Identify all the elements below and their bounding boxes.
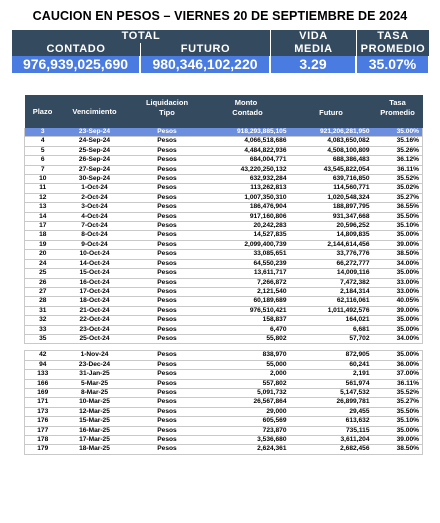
cell-plazo: 25 — [25, 269, 61, 278]
cell-contado: 917,160,806 — [206, 212, 290, 221]
cell-tipo: Pesos — [129, 146, 206, 155]
cell-futuro: 688,386,483 — [290, 156, 373, 165]
cell-futuro: 66,272,777 — [290, 259, 373, 268]
cell-tasa: 38.50% — [373, 250, 423, 259]
cell-futuro: 14,009,116 — [290, 269, 373, 278]
cell-contado: 632,932,284 — [206, 175, 290, 184]
cell-tipo: Pesos — [129, 445, 206, 454]
table-row — [25, 334, 423, 343]
cell-tasa: 36.11% — [373, 379, 423, 388]
cell-contado: 43,220,250,132 — [206, 165, 290, 174]
cell-tasa: 35.26% — [373, 146, 423, 155]
cell-contado: 4,484,822,936 — [206, 146, 290, 155]
cell-plazo: 171 — [25, 398, 61, 407]
header-tasa-promedio — [373, 95, 423, 128]
cell-vencimiento: 10-Oct-24 — [61, 250, 129, 259]
cell-vencimiento: 18-Mar-25 — [61, 445, 129, 454]
table-row — [25, 250, 423, 259]
cell-tipo: Pesos — [129, 287, 206, 296]
cell-vencimiento: 12-Mar-25 — [61, 407, 129, 416]
cell-plazo: 94 — [25, 360, 61, 369]
cell-tasa: 35.00% — [373, 269, 423, 278]
cell-futuro: 5,147,532 — [290, 388, 373, 397]
cell-plazo: 4 — [25, 137, 61, 146]
cell-vencimiento: 15-Mar-25 — [61, 417, 129, 426]
table-row — [25, 193, 423, 202]
cell-plazo: 18 — [25, 231, 61, 240]
cell-tasa: 35.52% — [373, 175, 423, 184]
cell-contado: 186,476,904 — [206, 203, 290, 212]
cell-contado: 13,611,717 — [206, 269, 290, 278]
cell-tipo: Pesos — [129, 203, 206, 212]
cell-contado: 684,004,771 — [206, 156, 290, 165]
cell-tasa: 39.00% — [373, 436, 423, 445]
header-tasa: Tasa — [389, 98, 406, 107]
cell-contado: 918,293,885,105 — [206, 128, 290, 137]
cell-contado: 14,527,835 — [206, 231, 290, 240]
cell-vencimiento: 30-Sep-24 — [61, 175, 129, 184]
cell-plazo: 169 — [25, 388, 61, 397]
cell-plazo: 27 — [25, 287, 61, 296]
cell-contado: 5,091,732 — [206, 388, 290, 397]
cell-futuro: 872,905 — [290, 351, 373, 360]
cell-contado: 4,066,518,686 — [206, 137, 290, 146]
cell-contado: 2,121,540 — [206, 287, 290, 296]
cell-vencimiento: 3-Oct-24 — [61, 203, 129, 212]
summary-tasa-label: TASA — [357, 30, 430, 43]
cell-contado: 1,007,350,310 — [206, 193, 290, 202]
cell-futuro: 4,083,650,082 — [290, 137, 373, 146]
cell-contado: 2,000 — [206, 370, 290, 379]
cell-futuro: 3,611,204 — [290, 436, 373, 445]
cell-vencimiento: 8-Oct-24 — [61, 231, 129, 240]
cell-vencimiento: 1-Nov-24 — [61, 351, 129, 360]
cell-plazo: 20 — [25, 250, 61, 259]
table-row — [25, 297, 423, 306]
cell-vencimiento: 27-Sep-24 — [61, 165, 129, 174]
cell-tipo: Pesos — [129, 137, 206, 146]
cell-contado: 7,266,872 — [206, 278, 290, 287]
cell-plazo: 26 — [25, 278, 61, 287]
cell-plazo: 42 — [25, 351, 61, 360]
cell-tasa: 35.52% — [373, 388, 423, 397]
table-row — [25, 379, 423, 388]
table-row — [25, 426, 423, 435]
cell-tasa: 35.00% — [373, 426, 423, 435]
cell-plazo: 11 — [25, 184, 61, 193]
table-row — [25, 388, 423, 397]
cell-plazo: 32 — [25, 316, 61, 325]
cell-tasa: 38.50% — [373, 445, 423, 454]
cell-vencimiento: 23-Sep-24 — [61, 128, 129, 137]
header-contado-label: Contado — [232, 108, 263, 117]
cell-plazo: 178 — [25, 436, 61, 445]
cell-tasa: 33.00% — [373, 278, 423, 287]
cell-futuro: 2,191 — [290, 370, 373, 379]
cell-futuro: 43,545,822,054 — [290, 165, 373, 174]
cell-tasa: 36.55% — [373, 203, 423, 212]
cell-vencimiento: 8-Mar-25 — [61, 388, 129, 397]
cell-tipo: Pesos — [129, 250, 206, 259]
table-row — [25, 445, 423, 454]
cell-contado: 158,837 — [206, 316, 290, 325]
summary-contado-value: 976,939,025,690 — [12, 56, 141, 73]
table-section-separator — [25, 344, 423, 351]
table-row — [25, 240, 423, 249]
cell-contado: 976,510,421 — [206, 306, 290, 315]
cell-futuro: 2,144,614,456 — [290, 240, 373, 249]
header-monto: Monto — [234, 98, 258, 107]
cell-futuro: 613,632 — [290, 417, 373, 426]
cell-contado: 2,624,361 — [206, 445, 290, 454]
table-row — [25, 137, 423, 146]
summary-header-row-1 — [12, 30, 430, 43]
separator-cell — [25, 344, 61, 351]
cell-vencimiento: 31-Jan-25 — [61, 370, 129, 379]
header-futuro-label: Futuro — [319, 108, 343, 117]
table-row — [25, 259, 423, 268]
cell-tipo: Pesos — [129, 379, 206, 388]
table-row — [25, 146, 423, 155]
cell-tasa: 35.16% — [373, 137, 423, 146]
cell-futuro: 20,596,252 — [290, 222, 373, 231]
cell-tipo: Pesos — [129, 156, 206, 165]
cell-plazo: 173 — [25, 407, 61, 416]
summary-futuro-value: 980,346,102,220 — [141, 56, 271, 73]
cell-plazo: 5 — [25, 146, 61, 155]
cell-tipo: Pesos — [129, 184, 206, 193]
cell-vencimiento: 5-Mar-25 — [61, 379, 129, 388]
cell-futuro: 4,508,100,809 — [290, 146, 373, 155]
table-row — [25, 156, 423, 165]
cell-tasa: 35.50% — [373, 212, 423, 221]
cell-tasa: 35.50% — [373, 407, 423, 416]
cell-contado: 55,802 — [206, 334, 290, 343]
cell-futuro: 2,682,456 — [290, 445, 373, 454]
cell-plazo: 12 — [25, 193, 61, 202]
cell-tasa: 33.00% — [373, 287, 423, 296]
cell-contado: 6,470 — [206, 325, 290, 334]
cell-vencimiento: 23-Oct-24 — [61, 325, 129, 334]
table-row — [25, 222, 423, 231]
cell-contado: 29,000 — [206, 407, 290, 416]
summary-vida-label: VIDA — [271, 30, 357, 43]
cell-tasa: 35.27% — [373, 193, 423, 202]
cell-contado: 26,567,864 — [206, 398, 290, 407]
cell-contado: 113,262,813 — [206, 184, 290, 193]
cell-futuro: 188,897,795 — [290, 203, 373, 212]
cell-vencimiento: 21-Oct-24 — [61, 306, 129, 315]
header-plazo: Plazo — [25, 95, 61, 128]
cell-tipo: Pesos — [129, 417, 206, 426]
summary-futuro-label: FUTURO — [141, 43, 271, 56]
cell-vencimiento: 17-Oct-24 — [61, 287, 129, 296]
page-title: CAUCION EN PESOS – VIERNES 20 DE SEPTIEMBRE DE 2024 — [32, 9, 408, 23]
separator-cell — [290, 344, 373, 351]
cell-contado: 2,099,400,739 — [206, 240, 290, 249]
cell-tipo: Pesos — [129, 175, 206, 184]
cell-tasa: 34.00% — [373, 259, 423, 268]
cell-vencimiento: 25-Oct-24 — [61, 334, 129, 343]
cell-plazo: 177 — [25, 426, 61, 435]
table-row — [25, 360, 423, 369]
cell-tipo: Pesos — [129, 316, 206, 325]
cell-vencimiento: 15-Oct-24 — [61, 269, 129, 278]
table-row — [25, 417, 423, 426]
cell-tasa: 36.00% — [373, 360, 423, 369]
cell-vencimiento: 16-Oct-24 — [61, 278, 129, 287]
cell-plazo: 35 — [25, 334, 61, 343]
cell-futuro: 735,115 — [290, 426, 373, 435]
cell-tasa: 39.00% — [373, 240, 423, 249]
cell-futuro: 60,241 — [290, 360, 373, 369]
table-header-row — [25, 95, 423, 128]
cell-vencimiento: 2-Oct-24 — [61, 193, 129, 202]
summary-total-label: TOTAL — [12, 30, 271, 43]
cell-plazo: 13 — [25, 203, 61, 212]
cell-vencimiento: 1-Oct-24 — [61, 184, 129, 193]
summary-panel — [12, 30, 430, 73]
cell-futuro: 57,702 — [290, 334, 373, 343]
cell-contado: 3,536,680 — [206, 436, 290, 445]
cell-contado: 723,870 — [206, 426, 290, 435]
cell-plazo: 179 — [25, 445, 61, 454]
cell-tipo: Pesos — [129, 306, 206, 315]
table-row — [25, 306, 423, 315]
caucion-table — [24, 95, 423, 455]
cell-tasa: 35.00% — [373, 325, 423, 334]
cell-tasa: 39.00% — [373, 306, 423, 315]
cell-tasa: 35.10% — [373, 222, 423, 231]
table-row — [25, 184, 423, 193]
cell-plazo: 3 — [25, 128, 61, 137]
table-row — [25, 287, 423, 296]
header-vencimiento: Vencimiento — [61, 95, 129, 128]
cell-futuro: 639,716,850 — [290, 175, 373, 184]
cell-plazo: 28 — [25, 297, 61, 306]
table-row-highlighted — [25, 128, 423, 137]
cell-futuro: 62,116,061 — [290, 297, 373, 306]
cell-futuro: 1,020,548,324 — [290, 193, 373, 202]
cell-plazo: 166 — [25, 379, 61, 388]
cell-tipo: Pesos — [129, 325, 206, 334]
cell-tasa: 36.12% — [373, 156, 423, 165]
cell-plazo: 7 — [25, 165, 61, 174]
cell-vencimiento: 16-Mar-25 — [61, 426, 129, 435]
summary-header-row-2 — [12, 43, 430, 56]
table-row — [25, 436, 423, 445]
summary-vida-media-value: 3.29 — [271, 56, 357, 73]
cell-plazo: 176 — [25, 417, 61, 426]
summary-values-row — [12, 56, 430, 73]
cell-tipo: Pesos — [129, 370, 206, 379]
cell-tasa: 35.00% — [373, 351, 423, 360]
summary-contado-label: CONTADO — [12, 43, 141, 56]
cell-vencimiento: 4-Oct-24 — [61, 212, 129, 221]
cell-tipo: Pesos — [129, 426, 206, 435]
header-tipo: Tipo — [159, 108, 175, 117]
table-row — [25, 231, 423, 240]
cell-vencimiento: 9-Oct-24 — [61, 240, 129, 249]
cell-vencimiento: 24-Sep-24 — [61, 137, 129, 146]
cell-tipo: Pesos — [129, 407, 206, 416]
cell-vencimiento: 25-Sep-24 — [61, 146, 129, 155]
table-row — [25, 325, 423, 334]
cell-tasa: 35.02% — [373, 184, 423, 193]
table-row — [25, 316, 423, 325]
cell-tasa: 36.11% — [373, 165, 423, 174]
table-row — [25, 398, 423, 407]
cell-plazo: 31 — [25, 306, 61, 315]
header-liquidacion: Liquidacion — [145, 98, 189, 107]
summary-tasa-promedio-value: 35.07% — [357, 56, 430, 73]
cell-futuro: 7,472,382 — [290, 278, 373, 287]
cell-vencimiento: 22-Oct-24 — [61, 316, 129, 325]
cell-contado: 557,802 — [206, 379, 290, 388]
cell-tipo: Pesos — [129, 222, 206, 231]
cell-plazo: 14 — [25, 212, 61, 221]
cell-tipo: Pesos — [129, 193, 206, 202]
cell-futuro: 33,776,776 — [290, 250, 373, 259]
cell-tipo: Pesos — [129, 269, 206, 278]
separator-cell — [61, 344, 129, 351]
cell-tasa: 35.27% — [373, 398, 423, 407]
cell-tasa: 34.00% — [373, 334, 423, 343]
cell-vencimiento: 18-Oct-24 — [61, 297, 129, 306]
table-row — [25, 203, 423, 212]
table-row — [25, 269, 423, 278]
cell-vencimiento: 14-Oct-24 — [61, 259, 129, 268]
cell-contado: 64,550,239 — [206, 259, 290, 268]
cell-plazo: 10 — [25, 175, 61, 184]
cell-vencimiento: 10-Mar-25 — [61, 398, 129, 407]
cell-tipo: Pesos — [129, 388, 206, 397]
cell-tipo: Pesos — [129, 128, 206, 137]
cell-tipo: Pesos — [129, 334, 206, 343]
cell-futuro: 6,681 — [290, 325, 373, 334]
table-row — [25, 175, 423, 184]
cell-vencimiento: 26-Sep-24 — [61, 156, 129, 165]
cell-tasa: 37.00% — [373, 370, 423, 379]
cell-tasa: 35.00% — [373, 231, 423, 240]
table-row — [25, 278, 423, 287]
cell-contado: 838,970 — [206, 351, 290, 360]
cell-plazo: 17 — [25, 222, 61, 231]
cell-vencimiento: 7-Oct-24 — [61, 222, 129, 231]
cell-tasa: 35.10% — [373, 417, 423, 426]
table-row — [25, 407, 423, 416]
cell-futuro: 931,347,668 — [290, 212, 373, 221]
table-row — [25, 370, 423, 379]
cell-tipo: Pesos — [129, 259, 206, 268]
cell-futuro: 26,899,781 — [290, 398, 373, 407]
summary-promedio-label: PROMEDIO — [357, 43, 430, 56]
cell-vencimiento: 17-Mar-25 — [61, 436, 129, 445]
cell-plazo: 33 — [25, 325, 61, 334]
cell-plazo: 133 — [25, 370, 61, 379]
cell-plazo: 19 — [25, 240, 61, 249]
cell-futuro: 14,809,835 — [290, 231, 373, 240]
cell-tipo: Pesos — [129, 212, 206, 221]
cell-futuro: 164,021 — [290, 316, 373, 325]
table-body — [25, 128, 423, 454]
cell-contado: 20,242,283 — [206, 222, 290, 231]
cell-plazo: 24 — [25, 259, 61, 268]
header-promedio: Promedio — [380, 108, 415, 117]
cell-contado: 33,085,651 — [206, 250, 290, 259]
cell-vencimiento: 23-Dec-24 — [61, 360, 129, 369]
table-row — [25, 351, 423, 360]
cell-futuro: 2,184,314 — [290, 287, 373, 296]
cell-tipo: Pesos — [129, 165, 206, 174]
table-row — [25, 212, 423, 221]
cell-plazo: 6 — [25, 156, 61, 165]
cell-tipo: Pesos — [129, 278, 206, 287]
cell-contado: 55,000 — [206, 360, 290, 369]
separator-cell — [373, 344, 423, 351]
cell-futuro: 1,011,492,576 — [290, 306, 373, 315]
cell-tipo: Pesos — [129, 398, 206, 407]
cell-tasa: 40.05% — [373, 297, 423, 306]
cell-futuro: 29,455 — [290, 407, 373, 416]
cell-tipo: Pesos — [129, 297, 206, 306]
cell-contado: 60,189,689 — [206, 297, 290, 306]
summary-media-label: MEDIA — [271, 43, 357, 56]
cell-tasa: 35.00% — [373, 128, 423, 137]
cell-tipo: Pesos — [129, 351, 206, 360]
cell-futuro: 921,206,281,950 — [290, 128, 373, 137]
cell-tipo: Pesos — [129, 240, 206, 249]
cell-contado: 605,569 — [206, 417, 290, 426]
cell-tipo: Pesos — [129, 436, 206, 445]
cell-futuro: 114,560,771 — [290, 184, 373, 193]
cell-futuro: 561,974 — [290, 379, 373, 388]
cell-tasa: 35.00% — [373, 316, 423, 325]
separator-cell — [206, 344, 290, 351]
cell-tipo: Pesos — [129, 231, 206, 240]
separator-cell — [129, 344, 206, 351]
table-row — [25, 165, 423, 174]
cell-tipo: Pesos — [129, 360, 206, 369]
